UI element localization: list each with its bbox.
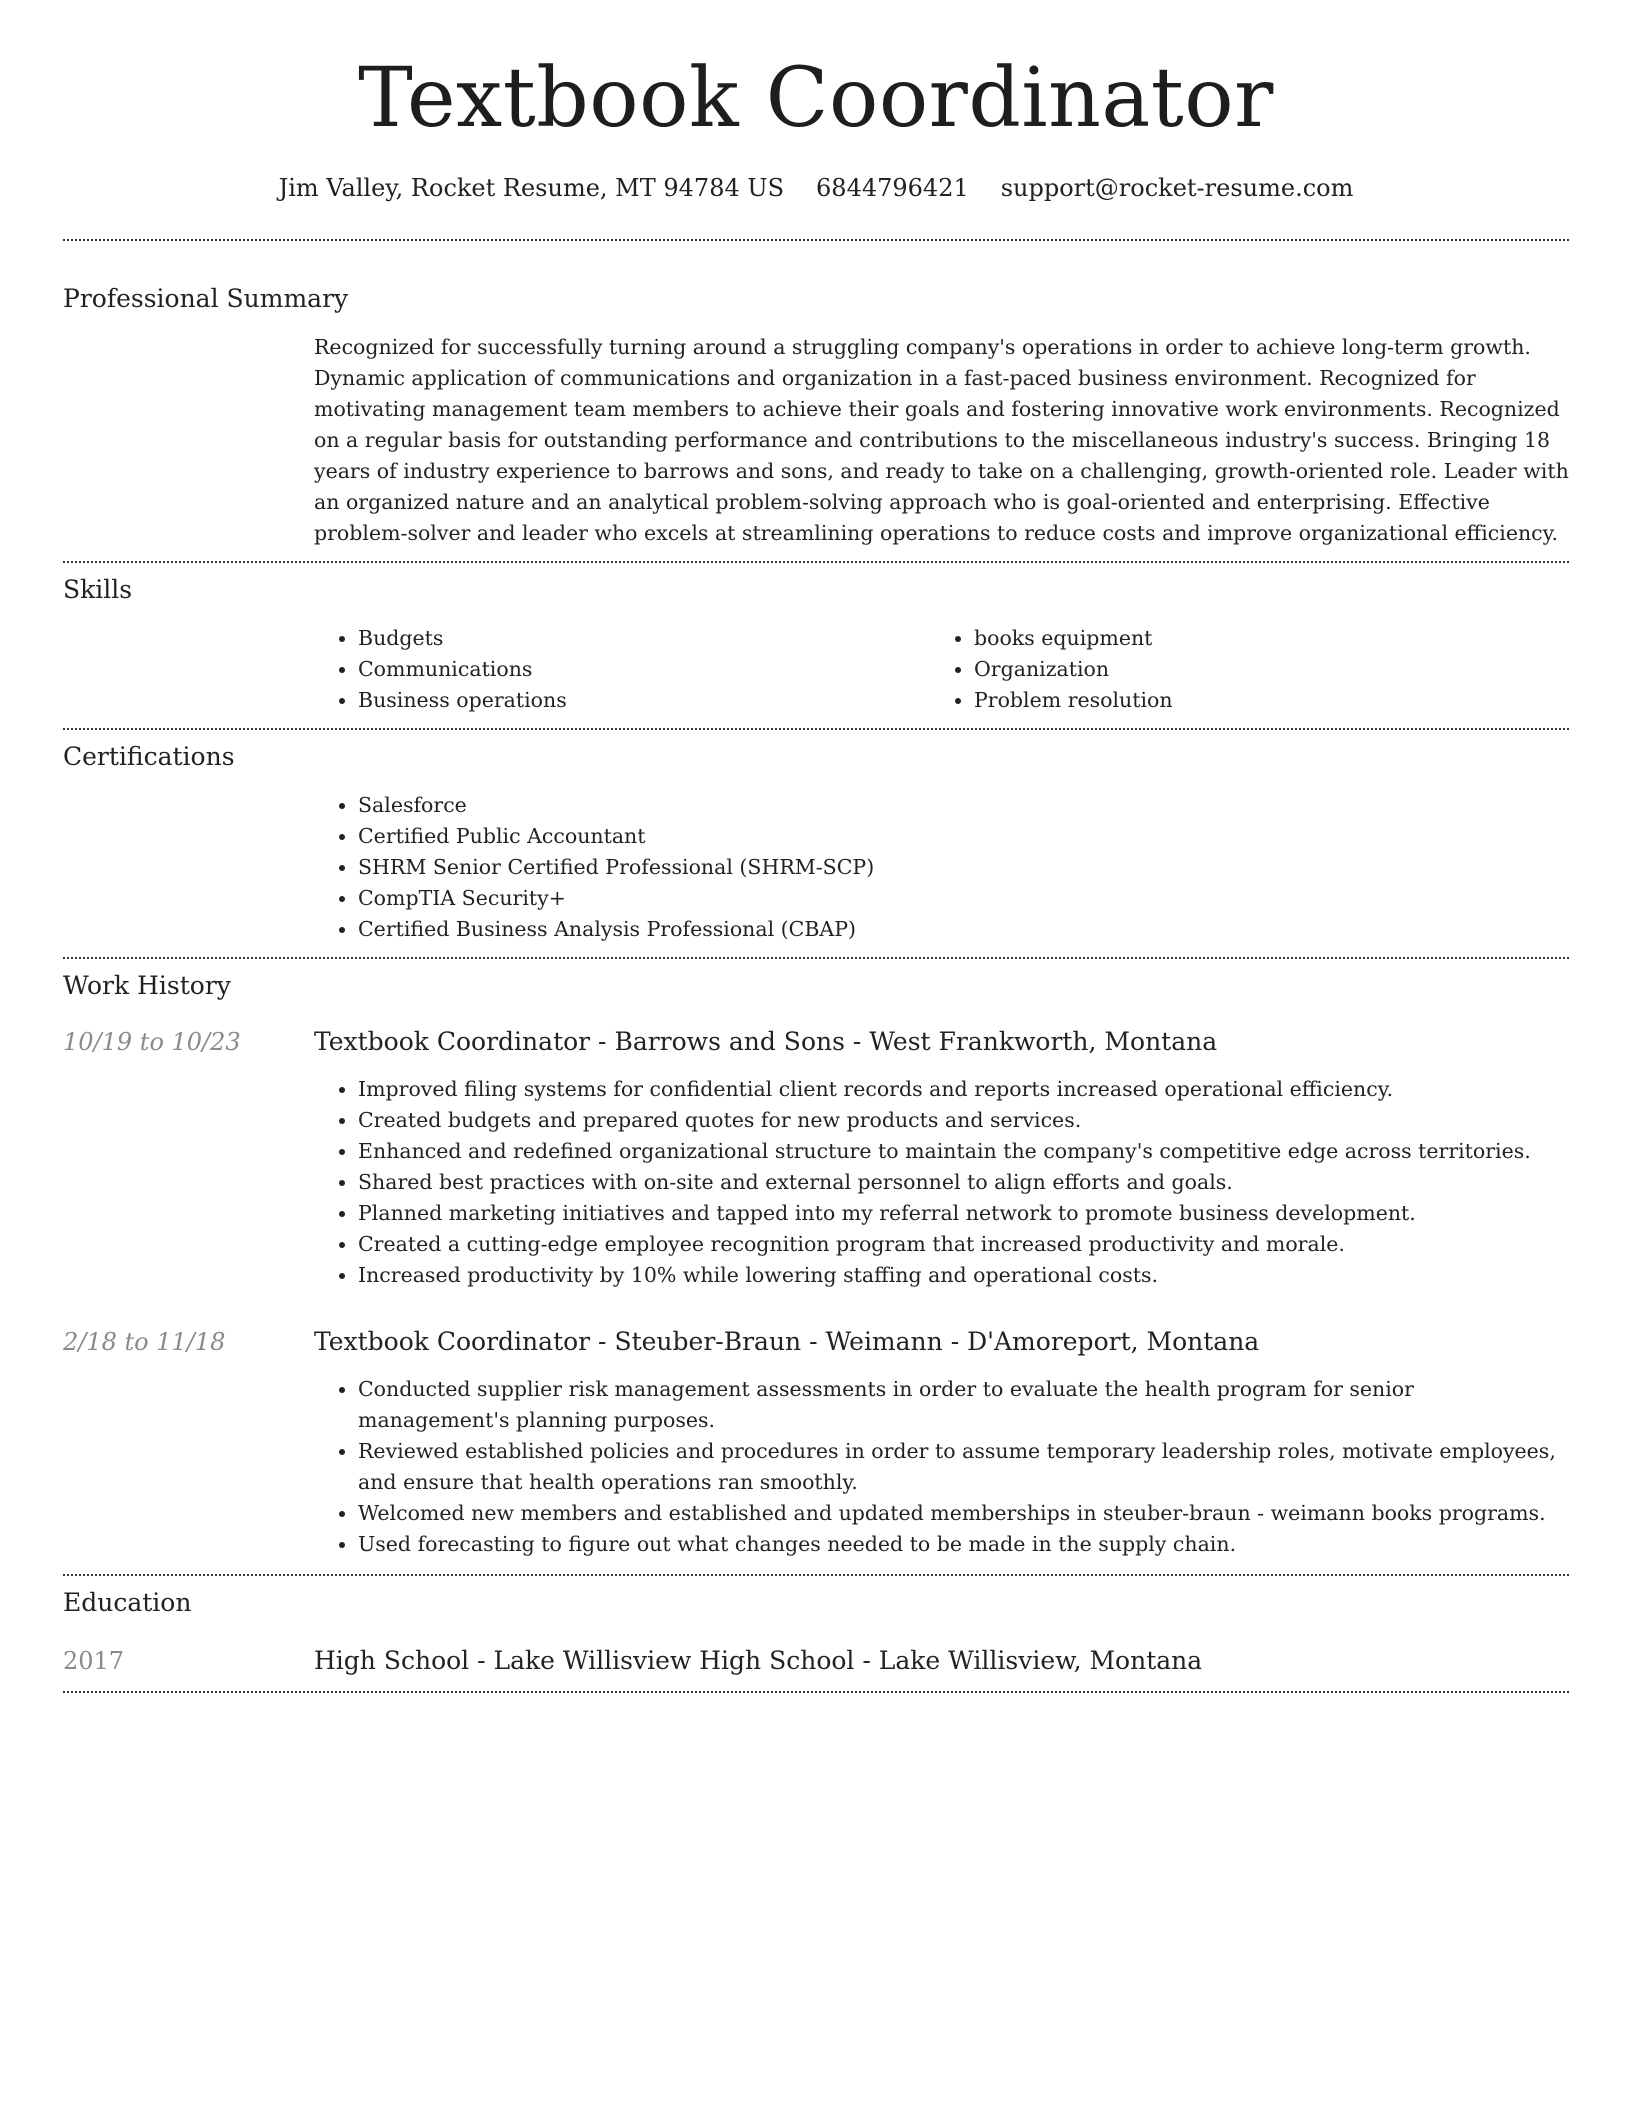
job-duty-item: • Used forecasting to figure out what changes needed to be made in the supply chain. (358, 1529, 1569, 1560)
skills-column-left (314, 623, 930, 716)
job-duty-item: • Planned marketing initiatives and tapped into my referral network to promote business development. (358, 1198, 1569, 1229)
divider (63, 561, 1569, 563)
skill-item: • Problem resolution (974, 685, 1546, 716)
certification-item: • Salesforce (358, 790, 1569, 821)
resume-title: Textbook Coordinator (358, 51, 1274, 146)
certification-item: • CompTIA Security+ (358, 883, 1569, 914)
certification-item: • Certified Business Analysis Professional (CBAP) (358, 914, 1569, 945)
section-title-summary: Professional Summary (63, 283, 349, 313)
job-dates: 10/19 to 10/23 (63, 1027, 241, 1056)
job-duty-item: • Improved filing systems for confidential client records and reports increased operational efficiency. (358, 1074, 1569, 1105)
contact-email: support@rocket-resume.com (1000, 174, 1354, 202)
divider (63, 239, 1569, 241)
education-entry (63, 1646, 1569, 1675)
job-duty-item: • Welcomed new members and established and updated memberships in steuber-braun - weimann books programs. (358, 1498, 1569, 1529)
skills-list (314, 623, 1569, 716)
divider (63, 957, 1569, 959)
job-duty-item: • Conducted supplier risk management assessments in order to evaluate the health program for senior management's planning purposes. (358, 1374, 1569, 1436)
section-title-education: Education (63, 1587, 192, 1617)
divider (63, 1691, 1569, 1693)
job-duty-item: • Created budgets and prepared quotes for new products and services. (358, 1105, 1569, 1136)
contact-phone: 6844796421 (816, 174, 969, 202)
divider (63, 728, 1569, 730)
job-heading: Textbook Coordinator - Barrows and Sons - West Frankworth, Montana (314, 1026, 1218, 1056)
job-entry (63, 1327, 1569, 1356)
education-heading: High School - Lake Willisview High School - Lake Willisview, Montana (314, 1645, 1203, 1675)
section-title-skills: Skills (63, 574, 133, 604)
skill-item: • Budgets (358, 623, 930, 654)
contact-address: Jim Valley, Rocket Resume, MT 94784 US (278, 174, 785, 202)
job-duties (314, 1374, 1569, 1560)
job-duty-item: • Reviewed established policies and procedures in order to assume temporary leadership roles, motivate employees, and ensure that health operations ran smoothly. (358, 1436, 1569, 1498)
skill-item: • books equipment (974, 623, 1546, 654)
job-heading: Textbook Coordinator - Steuber-Braun - Weimann - D'Amoreport, Montana (314, 1326, 1260, 1356)
skill-item: • Business operations (358, 685, 930, 716)
job-duties (314, 1074, 1569, 1291)
contact-info (63, 174, 1569, 203)
summary-text: Recognized for successfully turning around a struggling company's operations in order to achieve long-term growth. Dynamic application of communications and organization in a fast-paced business environment. Recognized for motivating management team members to achieve their goals and fostering innovative work environments. Recognized on a regular basis for outstanding performance and contributions to the miscellaneous industry's success. Bringing 18 years of industry experience to barrows and sons, and ready to take on a challenging, growth-oriented role. Leader with an organized nature and an analytical problem-solving approach who is goal-oriented and enterprising. Effective problem-solver and leader who excels at streamlining operations to reduce costs and improve organizational efficiency. (314, 334, 1569, 545)
certification-item: • Certified Public Accountant (358, 821, 1569, 852)
section-title-certifications: Certifications (63, 741, 235, 771)
job-dates: 2/18 to 11/18 (63, 1327, 226, 1356)
job-duty-item: • Created a cutting-edge employee recognition program that increased productivity and morale. (358, 1229, 1569, 1260)
skill-item: • Communications (358, 654, 930, 685)
skills-column-right (930, 623, 1546, 716)
job-duty-item: • Increased productivity by 10% while lowering staffing and operational costs. (358, 1260, 1569, 1291)
divider (63, 1574, 1569, 1576)
job-entry (63, 1027, 1569, 1056)
job-duty-item: • Enhanced and redefined organizational structure to maintain the company's competitive edge across territories. (358, 1136, 1569, 1167)
certifications-list (314, 790, 1569, 945)
skill-item: • Organization (974, 654, 1546, 685)
certification-item: • SHRM Senior Certified Professional (SHRM-SCP) (358, 852, 1569, 883)
education-year: 2017 (63, 1646, 125, 1675)
section-title-work-history: Work History (63, 970, 231, 1000)
job-duty-item: • Shared best practices with on-site and external personnel to align efforts and goals. (358, 1167, 1569, 1198)
